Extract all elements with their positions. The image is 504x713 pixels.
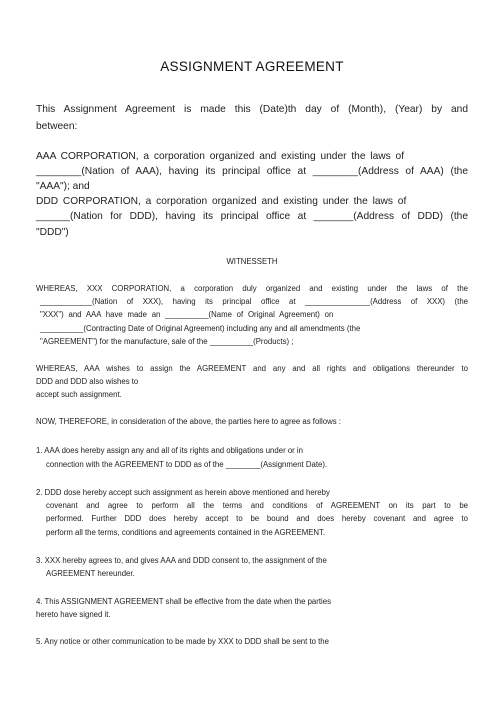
clause-4-line-1: 4. This ASSIGNMENT AGREEMENT shall be effective from the date when the parties bbox=[36, 597, 331, 606]
whereas-1-line-5: "AGREEMENT") for the manufacture, sale of the __________(Products) ; bbox=[40, 337, 294, 346]
whereas-1-line-4: __________(Contracting Date of Original Agreement) including any and all amendments (the bbox=[40, 324, 361, 333]
document-title: ASSIGNMENT AGREEMENT bbox=[160, 59, 344, 74]
whereas-1-line-3: "XXX") and AAA have made an __________(Name of Original Agreement) on bbox=[40, 310, 334, 319]
whereas-1-line-2: ____________(Nation of XXX), having its principal office at _______________(Address of XXX) (the bbox=[40, 297, 468, 306]
now-therefore: NOW, THEREFORE, in consideration of the above, the parties here to agree as follows : bbox=[36, 417, 341, 426]
clause-1-line-1: 1. AAA does hereby assign any and all of its rights and obligations under or in bbox=[36, 446, 303, 455]
witnesseth-heading: WITNESSETH bbox=[226, 257, 278, 266]
party-aaa-line-3: "AAA"); and bbox=[36, 181, 90, 192]
whereas-2-line-1: WHEREAS, AAA wishes to assign the AGREEMENT and any and all rights and obligations thereunder to bbox=[36, 364, 468, 373]
clause-2-line-1: 2. DDD dose hereby accept such assignment as herein above mentioned and hereby bbox=[36, 488, 330, 497]
clause-4-line-2: hereto have signed it. bbox=[36, 610, 111, 619]
clause-5-line-1: 5. Any notice or other communication to be made by XXX to DDD shall be sent to the bbox=[36, 637, 329, 646]
clause-3-line-1: 3. XXX hereby agrees to, and gives AAA and DDD consent to, the assignment of the bbox=[36, 556, 327, 565]
party-ddd-line-3: "DDD") bbox=[36, 227, 69, 238]
whereas-2-line-3: accept such assignment. bbox=[36, 390, 122, 399]
party-aaa-line-1: AAA CORPORATION, a corporation organized and existing under the laws of bbox=[36, 151, 405, 162]
whereas-1-line-1: WHEREAS, XXX CORPORATION, a corporation duly organized and existing under the laws of the bbox=[36, 284, 468, 293]
clause-2-line-4: perform all the terms, conditions and agreements contained in the AGREEMENT. bbox=[46, 528, 326, 537]
clause-2-line-3: performed. Further DDD does hereby accept to be bound and does hereby covenant and agree to bbox=[46, 514, 468, 523]
intro-line-2: between: bbox=[36, 121, 78, 132]
intro-line-1: This Assignment Agreement is made this (Date)th day of (Month), (Year) by and bbox=[36, 104, 468, 115]
clause-3-line-2: AGREEMENT hereunder. bbox=[46, 569, 135, 578]
party-ddd-line-2: ______(Nation for DDD), having its principal office at _______(Address of DDD) (the bbox=[36, 211, 468, 222]
party-aaa-line-2: ________(Nation of AAA), having its principal office at ________(Address of AAA) (the bbox=[36, 166, 468, 177]
clause-1-line-2: connection with the AGREEMENT to DDD as of the ________(Assignment Date). bbox=[46, 460, 328, 469]
whereas-2-line-2: DDD and DDD also wishes to bbox=[36, 377, 139, 386]
clause-2-line-2: covenant and agree to perform all the terms and conditions of AGREEMENT on its part to be bbox=[46, 501, 468, 510]
party-ddd-line-1: DDD CORPORATION, a corporation organized and existing under the laws of bbox=[36, 196, 407, 207]
